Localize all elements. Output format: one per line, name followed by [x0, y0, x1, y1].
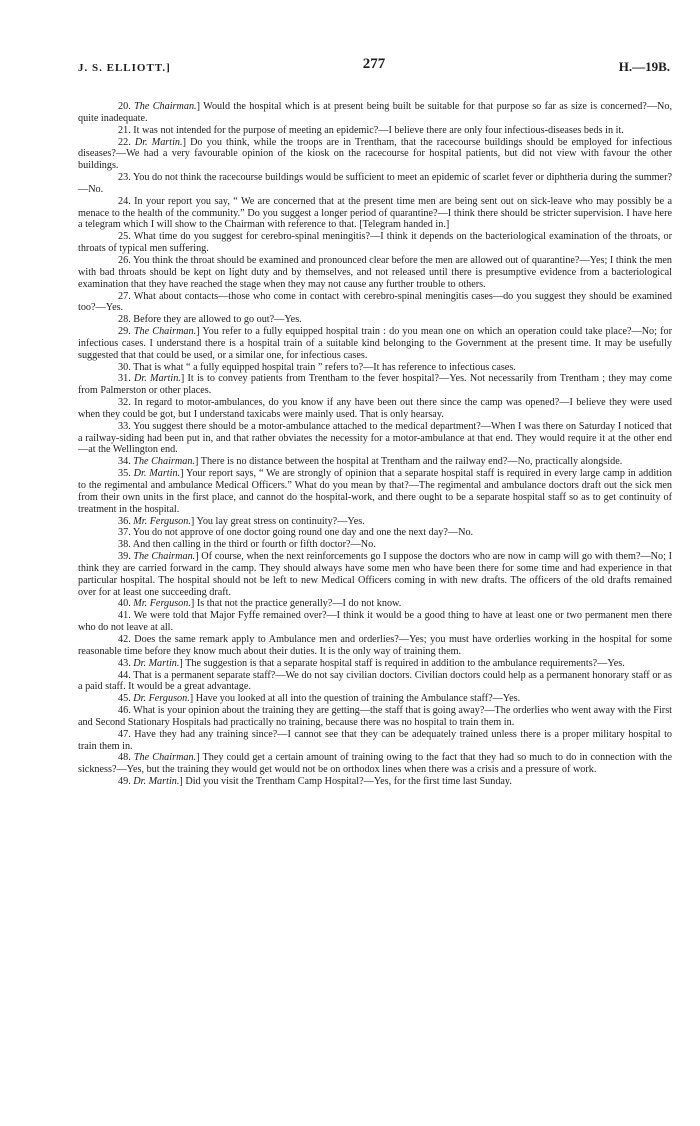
- question-text: ] Of course, when the next reinforcements go I suppose the doctors who are now in camp will go with them?—No; I think they are carried forward in the camp. They should always have some men who have been there for some time and had experience in that particular hospital. The hospital should not be left to new Medical Officers coming in with new drafts. The officers of the old drafts remained over for at least one succeeding draft.: [78, 551, 672, 598]
- question-paragraph: [78, 125, 672, 137]
- question-paragraph: [78, 610, 672, 634]
- question-paragraph: [78, 468, 672, 515]
- question-paragraph: [78, 373, 672, 397]
- question-number: 34.: [118, 456, 134, 468]
- speaker-name: Dr. Martin.: [134, 373, 181, 385]
- speaker-name: The Chairman.: [133, 551, 196, 563]
- question-number: 35.: [118, 468, 134, 480]
- question-number: 31.: [118, 373, 134, 385]
- question-text: You think the throat should be examined and pronounced clear before the men are allowed out of quarantine?—Yes; I think the men with bad throats should be kept on light duty and by themselves, and not released until there is presumptive evidence from a bacteriological examination that they have reached the stage when they may not cause any further trouble to others.: [78, 254, 672, 290]
- question-paragraph: [78, 397, 672, 421]
- question-number: 43.: [118, 657, 134, 669]
- speaker-name: The Chairman.: [134, 101, 197, 112]
- question-text: And then calling in the third or fourth or fifth doctor?—No.: [132, 539, 376, 551]
- speaker-name: Dr. Martin.: [134, 136, 183, 148]
- question-text: ] Do you think, while the troops are in Trentham, that the racecourse buildings should be employed for infectious diseases?—We had a very favourable opinion of the kiosk on the racecourse for hospital patients, but did not view with favour the other buildings.: [78, 136, 672, 172]
- question-number: 45.: [118, 693, 134, 705]
- question-number: 33.: [118, 420, 134, 432]
- question-paragraph: [78, 314, 672, 326]
- question-paragraph: [78, 776, 672, 788]
- question-text: ] Your report says, “ We are strongly of opinion that a separate hospital staff is required in every large camp in addition to the regimental and ambulance Medical Officers.” What do you mean by that?—The regimental and ambulance doctors draft out the sick men from their own units in the first place, and cannot do the hospital-work, and there ought to be a separate hospital staff so as to get continuity of treatment in the hospital.: [78, 468, 673, 515]
- question-text: In regard to motor-ambulances, do you know if any have been out there since the camp was opened?—I believe they were used when they could be got, but I understand taxicabs were mainly used. That is only hearsay.: [78, 397, 672, 420]
- question-text: We were told that Major Fyffe remained over?—I think it would be a good thing to have at least one or two permanent men there who do not leave at all.: [78, 610, 672, 634]
- question-paragraph: [78, 752, 672, 776]
- question-paragraph: [78, 456, 672, 468]
- question-text: ] Would the hospital which is at present being built be suitable for that purpose so far as size is concerned?—No, quite inadequate.: [78, 101, 673, 124]
- question-paragraph: [78, 196, 672, 232]
- question-number: 39.: [118, 551, 134, 563]
- question-number: 23.: [118, 172, 133, 184]
- question-number: 25.: [118, 231, 134, 243]
- question-text: ] There is no distance between the hospital at Trentham and the railway end?—No, practically alongside.: [194, 456, 623, 468]
- speaker-name: The Chairman.: [133, 456, 195, 468]
- question-paragraph: [78, 551, 672, 598]
- document-reference: H.—19B.: [618, 59, 670, 74]
- question-text: ] You lay great stress on continuity?—Yes.: [190, 515, 365, 527]
- question-paragraph: [78, 705, 672, 729]
- witness-name: J. S. ELLIOTT.]: [78, 62, 171, 74]
- question-paragraph: [78, 421, 672, 457]
- question-number: 40.: [118, 598, 134, 610]
- question-number: 42.: [118, 633, 135, 645]
- question-number: 32.: [118, 397, 135, 409]
- question-number: 38.: [118, 539, 133, 551]
- question-text: You suggest there should be a motor-ambulance attached to the medical department?—When I was there on Saturday I noticed that a railway-siding had been put in, and that rather obviates the necessity for a motor-ambulance at that end. They would require it at the other end—at the Wellington end.: [78, 420, 672, 456]
- question-number: 47.: [118, 728, 135, 740]
- question-text: ] Is that not the practice generally?—I do not know.: [190, 598, 402, 610]
- question-text: That is a permanent separate staff?—We do not say civilian doctors. Civilian doctors could help as a permanent honorary staff or as a paid staff. It would be a great advantage.: [78, 669, 672, 693]
- page-header: [78, 56, 670, 80]
- question-paragraph: [78, 516, 672, 528]
- question-number: 37.: [118, 527, 133, 539]
- question-number: 48.: [118, 752, 134, 764]
- question-number: 22.: [118, 136, 135, 148]
- question-number: 21.: [118, 124, 134, 136]
- question-text: It was not intended for the purpose of meeting an epidemic?—I believe there are only four infectious-diseases beds in it.: [133, 124, 624, 136]
- speaker-name: Mr. Ferguson.: [133, 515, 191, 527]
- question-text: ] It is to convey patients from Trentham to the fever hospital?—Yes. Not necessarily from Trentham ; they may come from Palmerston or other places.: [78, 373, 672, 397]
- question-paragraph: [78, 101, 672, 125]
- question-text: In your report you say, “ We are concerned that at the present time men are being sent out on sick-leave who may possibly be a menace to the health of the community.” Do you suggest a longer period of quarantine?—I think there should be stricter supervision. I have here a telegram which I will show to the Chairman with reference to that. [Telegram handed in.]: [78, 195, 673, 231]
- question-text: Before they are allowed to go out?—Yes.: [133, 314, 302, 326]
- question-paragraph: [78, 658, 672, 670]
- speaker-name: Dr. Martin.: [133, 468, 181, 480]
- question-number: 49.: [118, 776, 134, 788]
- question-paragraph: [78, 729, 672, 753]
- question-number: 46.: [118, 705, 134, 717]
- question-text: ] You refer to a fully equipped hospital train : do you mean one on which an operation could take place?—No; for infectious cases. I understand there is a hospital train of a suitable kind belonging to the Government at the present time. It may be usefully suggested that that could be used, or a similar one, for infectious cases.: [78, 326, 672, 361]
- question-text: Have they had any training since?—I cannot see that they can be adequately trained unless there is a proper military hospital to train them in.: [78, 728, 673, 752]
- question-text: You do not approve of one doctor going round one day and one the next day?—No.: [132, 527, 474, 539]
- question-number: 36.: [118, 515, 134, 527]
- speaker-name: Dr. Ferguson.: [133, 693, 190, 705]
- speaker-name: The Chairman.: [133, 752, 197, 764]
- question-paragraph: [78, 172, 672, 196]
- question-number: 44.: [118, 669, 134, 681]
- question-text: What about contacts—those who come in contact with cerebro-spinal meningitis cases—do you suggest they should be examined too?—Yes.: [78, 290, 672, 314]
- question-number: 24.: [118, 195, 135, 207]
- speaker-name: Mr. Ferguson.: [133, 598, 191, 610]
- question-paragraph: [78, 137, 672, 173]
- question-paragraph: [78, 670, 672, 694]
- question-paragraph: [78, 362, 672, 374]
- question-text: What time do you suggest for cerebro-spinal meningitis?—I think it depends on the bacteriological examination of the throats, or throats of typical men suffering.: [78, 231, 672, 255]
- question-number: 26.: [118, 254, 133, 266]
- question-paragraph: [78, 527, 672, 539]
- page-number: 277: [362, 56, 386, 72]
- question-number: 29.: [118, 326, 134, 338]
- evidence-text: [78, 101, 672, 788]
- speaker-name: Dr. Martin.: [133, 657, 180, 669]
- question-paragraph: [78, 693, 672, 705]
- question-text: ] The suggestion is that a separate hospital staff is required in addition to the ambulance requirements?—Yes.: [179, 657, 625, 669]
- question-number: 27.: [118, 290, 134, 302]
- question-paragraph: [78, 326, 672, 362]
- question-paragraph: [78, 255, 672, 291]
- question-paragraph: [78, 231, 672, 255]
- question-text: That is what “ a fully equipped hospital train ” refers to?—It has reference to infectious cases.: [133, 361, 516, 373]
- question-paragraph: [78, 539, 672, 551]
- question-text: Does the same remark apply to Ambulance men and orderlies?—Yes; you must have orderlies working in the hospital for some reasonable time before they know much about their duties. It is the only way of training them.: [78, 633, 673, 657]
- question-text: ] Have you looked at all into the question of training the Ambulance staff?—Yes.: [189, 693, 521, 705]
- speaker-name: The Chairman.: [133, 326, 197, 338]
- question-text: What is your opinion about the training they are getting—the staff that is going away?—The orderlies who went away with the First and Second Stationary Hospitals had practically no training, because there was no hospital to train them in.: [78, 705, 672, 728]
- question-text: ] They could get a certain amount of training owing to the fact that they had so much to do in connection with the sickness?—Yes, but the training they would get would not be on orthodox lines when there was a crisis and a pressure of work.: [78, 752, 673, 776]
- question-text: You do not think the racecourse buildings would be sufficient to meet an epidemic of scarlet fever or diphtheria during the summer?—No.: [78, 172, 672, 195]
- question-number: 28.: [118, 314, 134, 326]
- question-paragraph: [78, 634, 672, 658]
- question-paragraph: [78, 598, 672, 610]
- speaker-name: Dr. Martin.: [133, 776, 180, 788]
- question-number: 41.: [118, 610, 134, 622]
- question-number: 30.: [118, 361, 134, 373]
- question-text: ] Did you visit the Trentham Camp Hospital?—Yes, for the first time last Sunday.: [179, 776, 512, 788]
- question-paragraph: [78, 291, 672, 315]
- question-number: 20.: [118, 101, 135, 112]
